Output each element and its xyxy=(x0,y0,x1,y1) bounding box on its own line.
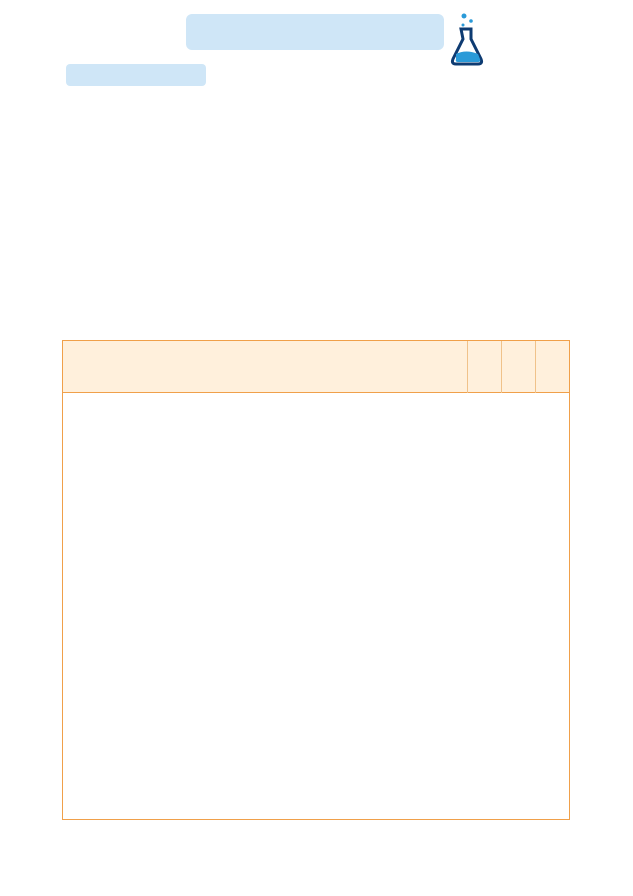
page-title xyxy=(186,14,444,50)
chemcoach-logo xyxy=(450,12,620,68)
section-label xyxy=(66,64,206,86)
amber-dot-icon xyxy=(504,349,532,377)
checklist-header xyxy=(63,341,569,393)
flask-icon xyxy=(450,12,484,68)
checklist-table xyxy=(62,340,570,820)
red-dot-icon xyxy=(538,349,566,377)
green-dot-icon xyxy=(470,349,498,377)
